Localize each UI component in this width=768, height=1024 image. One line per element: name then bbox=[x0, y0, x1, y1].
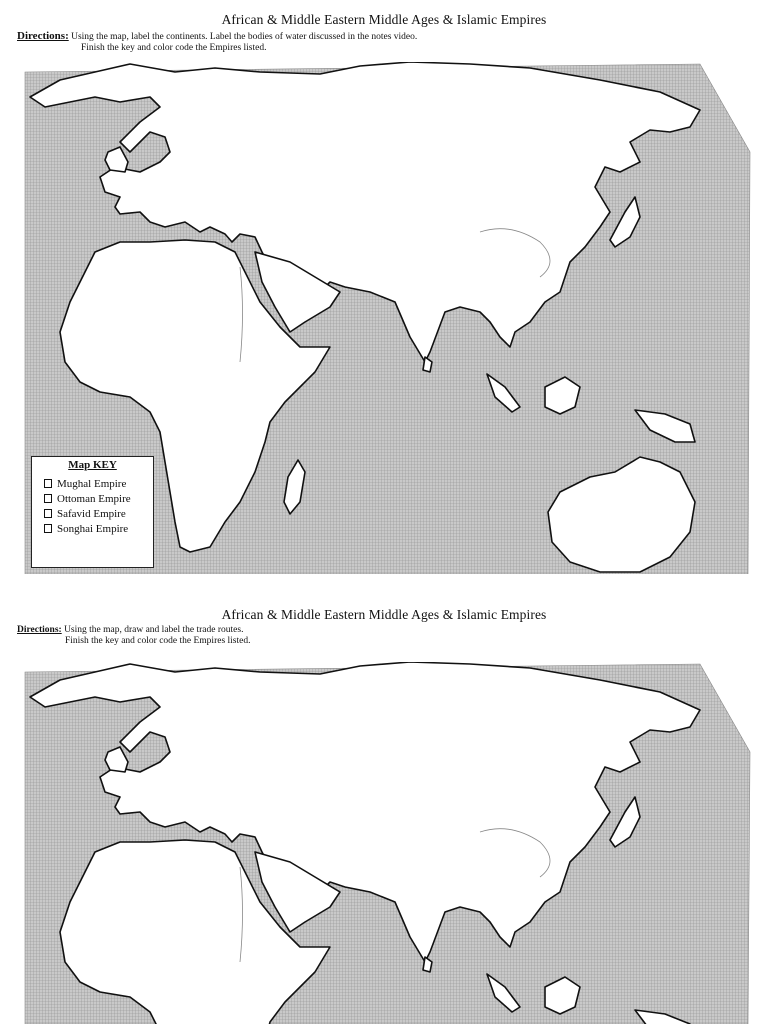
checkbox-icon[interactable] bbox=[44, 479, 52, 488]
map-key-item: Safavid Empire bbox=[44, 507, 153, 522]
directions-label: Directions: bbox=[17, 30, 69, 42]
directions-line-1: Using the map, draw and label the trade routes. bbox=[64, 625, 244, 635]
worksheet-1-title: African & Middle Eastern Middle Ages & Islamic Empires bbox=[221, 12, 547, 27]
map-key bbox=[31, 456, 154, 568]
directions-line-2: Finish the key and color code the Empires listed. bbox=[81, 43, 267, 53]
directions-label: Directions: bbox=[17, 625, 62, 635]
worksheet-2-title: African & Middle Eastern Middle Ages & Islamic Empires bbox=[221, 607, 547, 622]
map-key-item: Mughal Empire bbox=[44, 477, 153, 492]
checkbox-icon[interactable] bbox=[44, 524, 52, 533]
world-map-2-svg bbox=[0, 662, 768, 1024]
worksheet-2-directions bbox=[17, 625, 250, 647]
checkbox-icon[interactable] bbox=[44, 494, 52, 503]
map-key-item: Ottoman Empire bbox=[44, 492, 153, 507]
world-map-2 bbox=[0, 662, 768, 1024]
worksheet-1-directions bbox=[17, 31, 417, 54]
map-key-item: Songhai Empire bbox=[44, 522, 153, 537]
map-key-heading: Map KEY bbox=[68, 459, 117, 471]
directions-line-2: Finish the key and color code the Empires listed. bbox=[65, 636, 251, 646]
checkbox-icon[interactable] bbox=[44, 509, 52, 518]
directions-line-1: Using the map, label the continents. Label the bodies of water discussed in the notes video. bbox=[71, 32, 418, 42]
